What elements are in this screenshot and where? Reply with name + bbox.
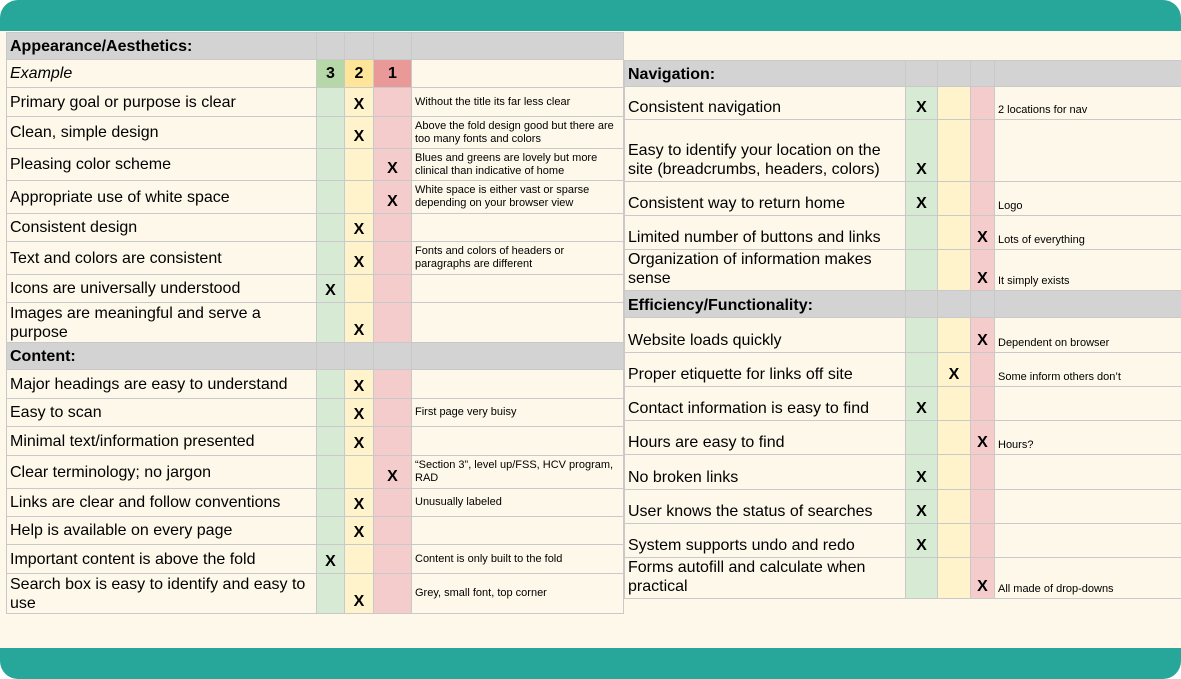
score-2-cell [938,216,971,250]
score-1-cell [374,517,412,545]
score-2-cell [938,182,971,216]
score-3-cell: X [906,455,938,490]
comment-cell: Logo [995,182,1181,216]
score-3-header: 3 [317,60,345,88]
criteria-label: Appropriate use of white space [7,181,317,214]
score-2-cell [938,490,971,524]
top-band [0,0,1181,31]
comment-cell: Dependent on browser [995,318,1181,353]
score-3-cell [317,149,345,181]
section-title: Content: [7,343,317,370]
comment-cell [412,60,624,88]
comment-cell [412,517,624,545]
score-header-cell [906,291,938,318]
score-3-cell [906,421,938,455]
comment-cell: Above the fold design good but there are too many fonts and colors [412,117,624,149]
criteria-label: System supports undo and redo [625,524,906,558]
score-2-cell: X [938,353,971,387]
score-2-cell [345,181,374,214]
score-1-cell: X [971,250,995,291]
criteria-row [7,456,624,489]
comment-cell: Some inform others don’t [995,353,1181,387]
score-2-cell: X [345,489,374,517]
criteria-label: Proper etiquette for links off site [625,353,906,387]
score-1-cell [374,303,412,343]
score-1-cell: X [971,421,995,455]
score-2-cell [938,250,971,291]
score-header-cell [971,61,995,87]
score-1-cell: X [971,216,995,250]
score-2-cell [345,545,374,574]
criteria-row [625,87,1181,120]
comment-header-cell [995,291,1181,318]
section-title: Navigation: [625,61,906,87]
score-2-cell: X [345,88,374,117]
score-2-cell: X [345,399,374,427]
comment-cell: Content is only built to the fold [412,545,624,574]
score-header-cell [374,33,412,60]
comment-cell [995,524,1181,558]
criteria-row [7,427,624,456]
score-3-cell: X [317,275,345,303]
score-3-cell [317,303,345,343]
score-2-cell: X [345,574,374,614]
section-title: Appearance/Aesthetics: [7,33,317,60]
score-3-cell [317,370,345,399]
score-3-cell: X [906,490,938,524]
score-3-cell [906,353,938,387]
score-2-cell: X [345,303,374,343]
criteria-row [625,182,1181,216]
criteria-row [625,455,1181,490]
criteria-label: Hours are easy to find [625,421,906,455]
score-2-cell [938,455,971,490]
score-2-cell [938,318,971,353]
section-header-row [7,343,624,370]
score-3-cell [317,88,345,117]
score-2-cell [938,87,971,120]
criteria-label: Search box is easy to identify and easy to use [7,574,317,614]
score-2-cell: X [345,370,374,399]
criteria-label: Contact information is easy to find [625,387,906,421]
score-1-cell [971,182,995,216]
score-header-cell [345,343,374,370]
section-header-row [625,61,1181,87]
comment-cell: 2 locations for nav [995,87,1181,120]
score-header-cell [938,291,971,318]
score-3-cell: X [906,87,938,120]
score-1-cell: X [374,149,412,181]
score-3-cell [317,181,345,214]
score-3-cell [317,242,345,275]
score-1-cell [374,489,412,517]
criteria-label: Pleasing color scheme [7,149,317,181]
criteria-label: Website loads quickly [625,318,906,353]
comment-cell: Fonts and colors of headers or paragraphs are different [412,242,624,275]
criteria-label: Text and colors are consistent [7,242,317,275]
criteria-label: Icons are universally understood [7,275,317,303]
criteria-row [625,421,1181,455]
criteria-row [7,181,624,214]
score-3-cell [317,427,345,456]
criteria-row [7,517,624,545]
criteria-row [625,353,1181,387]
comment-cell: White space is either vast or sparse depending on your browser view [412,181,624,214]
criteria-label: Consistent design [7,214,317,242]
right-checklist-table [624,60,1181,599]
criteria-row [7,370,624,399]
criteria-row [7,149,624,181]
criteria-label: User knows the status of searches [625,490,906,524]
comment-cell [995,490,1181,524]
score-1-cell [374,545,412,574]
score-1-header: 1 [374,60,412,88]
comment-cell: Hours? [995,421,1181,455]
comment-cell: Blues and greens are lovely but more clinical than indicative of home [412,149,624,181]
score-2-cell: X [345,242,374,275]
score-3-cell [317,489,345,517]
score-3-cell [317,517,345,545]
comment-cell [995,455,1181,490]
criteria-row [7,88,624,117]
criteria-label: Minimal text/information presented [7,427,317,456]
bottom-band [0,648,1181,679]
comment-header-cell [412,33,624,60]
score-2-cell: X [345,427,374,456]
score-3-cell: X [906,524,938,558]
criteria-row [7,242,624,275]
criteria-label: Limited number of buttons and links [625,216,906,250]
score-2-cell [938,120,971,182]
score-1-cell [374,399,412,427]
score-1-cell [971,353,995,387]
score-1-cell [374,88,412,117]
score-2-header: 2 [345,60,374,88]
criteria-label: Consistent navigation [625,87,906,120]
score-1-cell [971,524,995,558]
score-1-cell [374,117,412,149]
score-1-cell [374,214,412,242]
score-1-cell [971,490,995,524]
score-2-cell: X [345,214,374,242]
score-1-cell [971,87,995,120]
score-1-cell [971,120,995,182]
criteria-label: Important content is above the fold [7,545,317,574]
score-1-cell [971,387,995,421]
score-header-cell [317,33,345,60]
criteria-row [7,399,624,427]
criteria-label: Organization of information makes sense [625,250,906,291]
criteria-label: Images are meaningful and serve a purpose [7,303,317,343]
score-2-cell [345,275,374,303]
score-2-cell: X [345,517,374,545]
criteria-row [625,318,1181,353]
score-1-cell: X [971,558,995,599]
score-1-cell [971,455,995,490]
comment-cell: Without the title its far less clear [412,88,624,117]
score-header-cell [938,61,971,87]
score-header-cell [317,343,345,370]
comment-cell [412,427,624,456]
comment-cell [412,370,624,399]
score-3-cell [317,117,345,149]
score-2-cell [345,456,374,489]
comment-cell: First page very buisy [412,399,624,427]
criteria-row [625,250,1181,291]
score-3-cell [906,250,938,291]
comment-cell: Lots of everything [995,216,1181,250]
comment-cell [412,275,624,303]
criteria-row [7,117,624,149]
comment-cell: Grey, small font, top corner [412,574,624,614]
example-label: Example [7,60,317,88]
criteria-row [625,387,1181,421]
comment-cell: All made of drop-downs [995,558,1181,599]
score-1-cell: X [971,318,995,353]
score-header-cell [971,291,995,318]
score-1-cell: X [374,181,412,214]
criteria-row [7,574,624,614]
criteria-label: No broken links [625,455,906,490]
criteria-label: Easy to scan [7,399,317,427]
score-3-cell: X [906,120,938,182]
comment-cell [995,120,1181,182]
score-1-cell [374,242,412,275]
score-header-cell [374,343,412,370]
comment-header-cell [995,61,1181,87]
score-3-cell [906,558,938,599]
criteria-label: Clean, simple design [7,117,317,149]
criteria-label: Links are clear and follow conventions [7,489,317,517]
section-title: Efficiency/Functionality: [625,291,906,318]
score-1-cell [374,275,412,303]
score-3-cell: X [317,545,345,574]
score-2-cell: X [345,117,374,149]
section-header-row [625,291,1181,318]
comment-cell: Unusually labeled [412,489,624,517]
score-3-cell [906,216,938,250]
criteria-label: Primary goal or purpose is clear [7,88,317,117]
score-2-cell [938,558,971,599]
criteria-label: Help is available on every page [7,517,317,545]
left-checklist-table [6,32,624,614]
criteria-row [7,545,624,574]
score-3-cell [906,318,938,353]
score-1-cell: X [374,456,412,489]
score-3-cell: X [906,387,938,421]
criteria-label: Clear terminology; no jargon [7,456,317,489]
score-2-cell [938,421,971,455]
criteria-row [625,490,1181,524]
criteria-row [7,275,624,303]
criteria-row [625,120,1181,182]
section-header-row [7,33,624,60]
comment-header-cell [412,343,624,370]
criteria-label: Forms autofill and calculate when practical [625,558,906,599]
criteria-row [625,216,1181,250]
score-1-cell [374,370,412,399]
score-header-cell [906,61,938,87]
criteria-label: Consistent way to return home [625,182,906,216]
score-3-cell [317,574,345,614]
example-row [7,60,624,88]
score-header-cell [345,33,374,60]
criteria-label: Major headings are easy to understand [7,370,317,399]
score-3-cell [317,399,345,427]
criteria-row [7,489,624,517]
comment-cell: It simply exists [995,250,1181,291]
criteria-row [7,303,624,343]
score-3-cell [317,214,345,242]
score-1-cell [374,427,412,456]
score-3-cell: X [906,182,938,216]
criteria-row [625,524,1181,558]
criteria-label: Easy to identify your location on the site (breadcrumbs, headers, colors) [625,120,906,182]
criteria-row [625,558,1181,599]
comment-cell: “Section 3”, level up/FSS, HCV program, RAD [412,456,624,489]
score-2-cell [345,149,374,181]
comment-cell [412,303,624,343]
comment-cell [412,214,624,242]
score-2-cell [938,387,971,421]
comment-cell [995,387,1181,421]
score-1-cell [374,574,412,614]
score-3-cell [317,456,345,489]
score-2-cell [938,524,971,558]
criteria-row [7,214,624,242]
